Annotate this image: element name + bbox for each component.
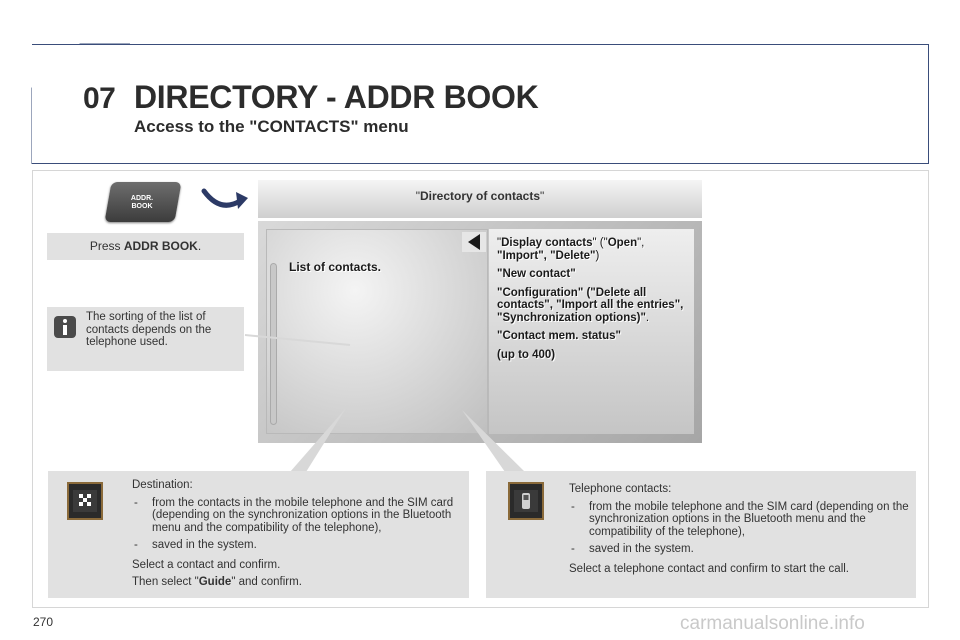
press-suffix: . <box>197 239 202 253</box>
curved-arrow-icon <box>200 183 250 215</box>
info-text: The sorting of the list of contacts depends on the telephone used. <box>86 311 212 348</box>
destination-bullet-2: - saved in the system. <box>134 539 257 551</box>
menu-item-memory-status[interactable]: "Contact mem. status" <box>497 330 622 342</box>
page-subtitle: Access to the "CONTACTS" menu <box>134 117 409 136</box>
menu-items <box>497 237 692 367</box>
key-label-line1: ADDR. <box>130 195 154 202</box>
screen-header-label: Directory of contacts <box>419 189 541 203</box>
press-prefix: Press <box>89 239 124 253</box>
info-icon <box>53 315 77 339</box>
destination-line1: Select a contact and confirm. <box>132 558 281 571</box>
chapter-number: 07 <box>83 82 116 115</box>
addr-book-key-label <box>112 195 172 211</box>
press-key-name: ADDR BOOK <box>123 239 198 253</box>
menu-item-capacity: (up to 400) <box>497 348 556 361</box>
telephone-bullet-2: - saved in the system. <box>571 543 694 555</box>
destination-bullet-1: - from the contacts in the mobile telephone and the SIM card (depending on the synchronization options in the Bluetooth menu and the compatibility of the telephone), <box>134 496 454 534</box>
press-instruction <box>47 233 244 260</box>
menu-item-new-contact[interactable]: "New contact" <box>497 268 576 280</box>
list-scrollbar[interactable] <box>270 263 277 425</box>
destination-line2: Then select "Guide" and confirm. <box>132 576 302 588</box>
page-number: 270 <box>33 615 54 629</box>
page-title: DIRECTORY - ADDR BOOK <box>134 79 539 115</box>
menu-item-configuration[interactable]: "Configuration" ("Delete all contacts", "Import all the entries", "Synchronization options)". <box>497 286 684 324</box>
telephone-line1: Select a telephone contact and confirm to start the call. <box>569 562 849 575</box>
destination-text <box>132 479 462 594</box>
list-title: List of contacts. <box>289 260 382 274</box>
back-triangle-icon[interactable] <box>462 232 486 252</box>
telephone-bullet-1: - from the mobile telephone and the SIM card (depending on the synchronization options in the Bluetooth menu and the compatibility of the telephone), <box>571 500 909 538</box>
menu-item-display-contacts[interactable]: "Display contacts" ("Open", "Import", "Delete") <box>497 237 645 262</box>
screen-header: "Directory of contacts" <box>258 180 702 218</box>
watermark: carmanualsonline.info <box>680 613 865 634</box>
telephone-text <box>569 483 909 580</box>
key-label-line2: BOOK <box>131 203 153 210</box>
destination-flag-icon <box>67 482 103 520</box>
telephone-heading: Telephone contacts: <box>569 483 672 495</box>
mobile-phone-icon <box>508 482 544 520</box>
destination-heading: Destination: <box>132 479 193 491</box>
